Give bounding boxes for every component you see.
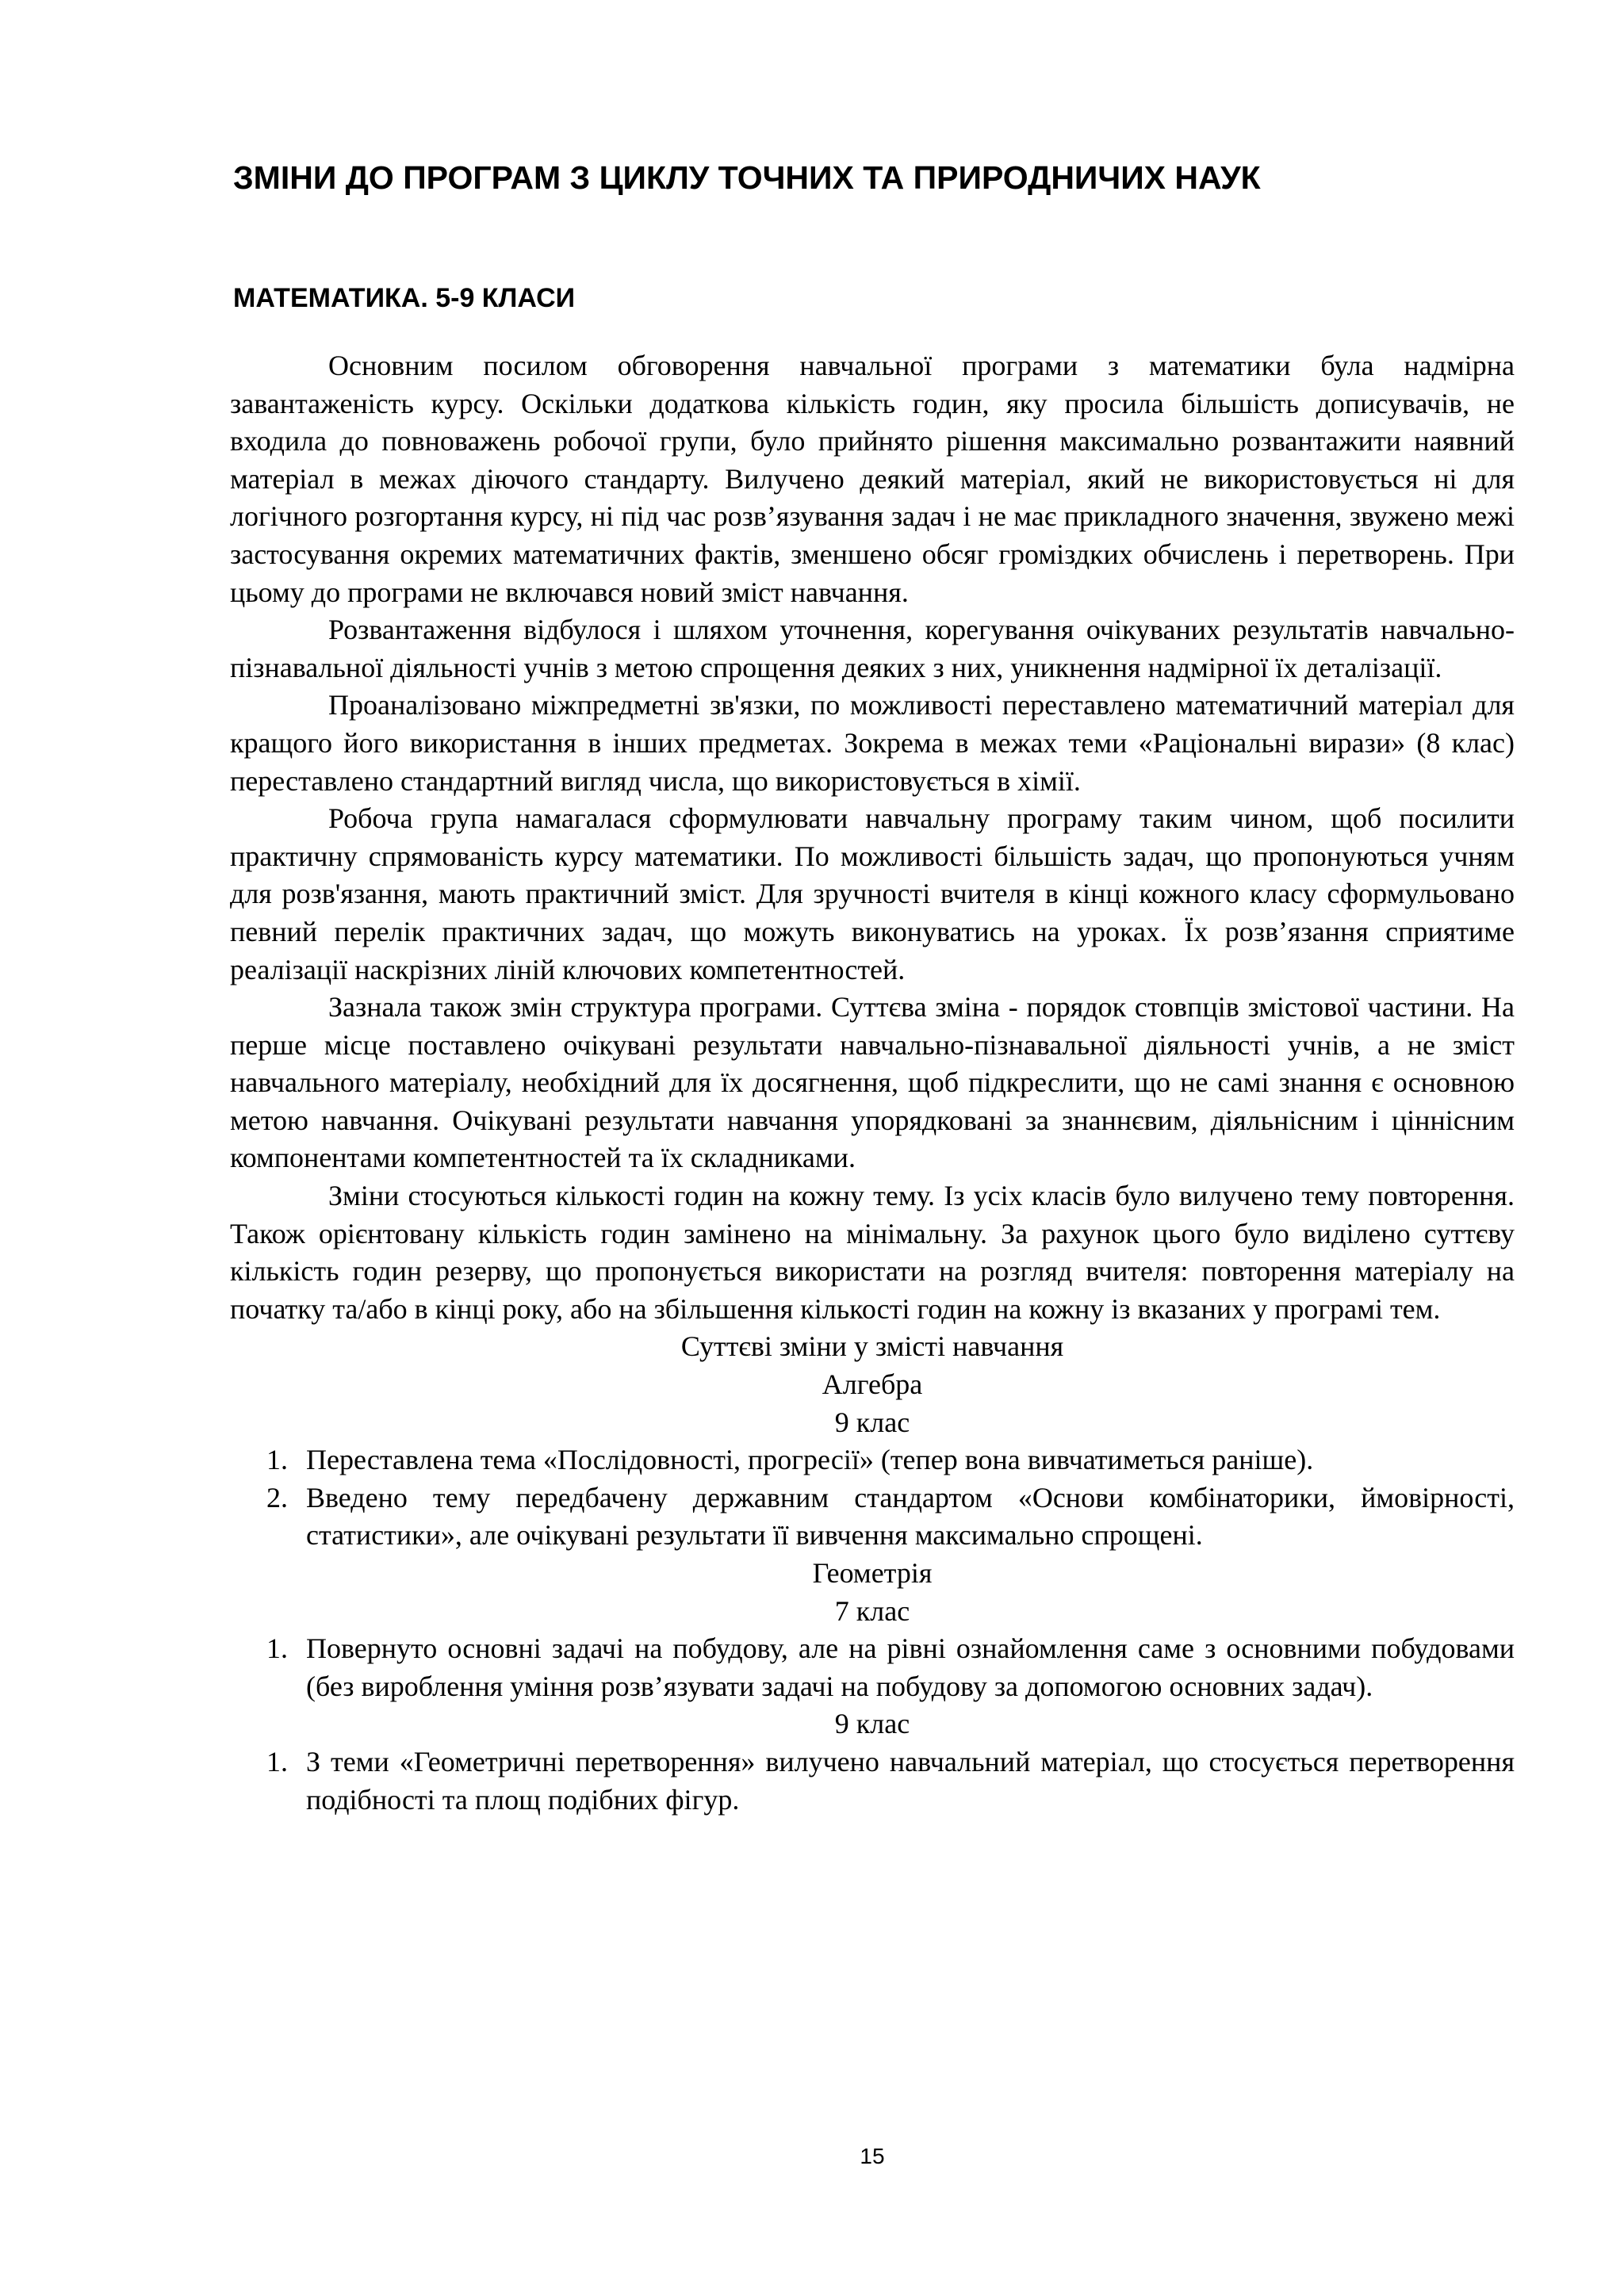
geometry-grade9-heading: 9 клас: [834, 1708, 910, 1740]
paragraph: Зміни стосуються кількості годин на кожну тему. Із усіх класів було вилучено тему повторення. Також орієнтовану кількість годин замінено на мінімальну. За рахунок цього було виділено суттєву кількість годин резерву, що пропонується використати на розгляд вчителя: повторення матеріалу на початку та/або в кінці року, або на збільшення кількості годин на кожну із вказаних у програмі тем.: [230, 1180, 1515, 1325]
document-page: [230, 0, 1515, 2296]
geometry-grade7-heading: 7 клас: [834, 1594, 910, 1627]
geometry-grade9-change-list: [230, 1743, 1515, 1819]
list-item-text: Повернуто основні задачі на побудову, але на рівні ознайомлення саме з основними побудовами (без вироблення уміння розв’язувати задачі на побудову за допомогою основних задач).: [306, 1632, 1515, 1702]
algebra-change-list: [230, 1441, 1515, 1555]
geometry-grade7-change-list: [230, 1630, 1515, 1705]
list-item: [266, 1630, 1515, 1705]
list-item-number: 1.: [266, 1745, 288, 1777]
paragraph: Розвантаження відбулося і шляхом уточнення, корегування очікуваних результатів навчально-пізнавальної діяльності учнів з метою спрощення деяких з них, уникнення надмірної їх деталізації.: [230, 614, 1515, 683]
document-title: ЗМІНИ ДО ПРОГРАМ З ЦИКЛУ ТОЧНИХ ТА ПРИРОДНИЧИХ НАУК: [233, 159, 1261, 196]
list-item-text: З теми «Геометричні перетворення» вилучено навчальний матеріал, що стосується перетворення подібності та площ подібних фігур.: [306, 1745, 1515, 1816]
algebra-heading: Алгебра: [822, 1368, 923, 1401]
paragraph: Робоча група намагалася сформулювати навчальну програму таким чином, щоб посилити практичну спрямованість курсу математики. По можливості більшість задач, що пропонуються учням для розв'язання, мають практичний зміст. Для зручності вчителя в кінці кожного класу сформульовано певний перелік практичних задач, що можуть виконуватись на уроках. Їх розв’язання сприятиме реалізації наскрізних ліній ключових компетентностей.: [230, 802, 1515, 985]
document-body: [230, 347, 1515, 1819]
list-item-number: 1.: [266, 1444, 288, 1476]
list-item-number: 1.: [266, 1632, 288, 1665]
list-item: [266, 1441, 1515, 1479]
list-item-number: 2.: [266, 1481, 288, 1513]
geometry-heading: Геометрія: [812, 1557, 933, 1589]
paragraph: Основним посилом обговорення навчальної програми з математики була надмірна завантаженість курсу. Оскільки додаткова кількість годин, яку просила більшість дописувачів, не входила до повноважень робочої групи, було прийнято рішення максимально розвантажити наявний матеріал в межах діючого стандарту. Вилучено деякий матеріал, який не використовується ні для логічного розгортання курсу, ні під час розв’язування задач і не має прикладного значення, звужено межі застосування окремих математичних фактів, зменшено обсяг громіздких обчислень і перетворень. При цьому до програми не включався новий зміст навчання.: [230, 350, 1515, 608]
page-number: 15: [860, 2144, 885, 2168]
list-item-text: Введено тему передбачену державним стандартом «Основи комбінаторики, ймовірності, статистики», але очікувані результати її вивчення максимально спрощені.: [306, 1481, 1515, 1552]
paragraph: Проаналізовано міжпредметні зв'язки, по можливості переставлено математичний матеріал для кращого його використання в інших предметах. Зокрема в межах теми «Раціональні вирази» (8 клас) переставлено стандартний вигляд числа, що використовується в хімії.: [230, 689, 1515, 797]
section-title: МАТЕМАТИКА. 5-9 КЛАСИ: [233, 283, 576, 313]
list-item-text: Переставлена тема «Послідовності, прогресії» (тепер вона вивчатиметься раніше).: [306, 1444, 1314, 1476]
paragraph: Зазнала також змін структура програми. Суттєва зміна - порядок стовпців змістової частини. На перше місце поставлено очікувані результати навчально-пізнавальної діяльності учнів, а не зміст навчального матеріалу, необхідний для їх досягнення, щоб підкреслити, що не самі знання є основною метою навчання. Очікувані результати навчання упорядковані за знаннєвим, діяльнісним і ціннісним компонентами компетентностей та їх складниками.: [230, 991, 1515, 1174]
list-item: [266, 1743, 1515, 1819]
list-item: [266, 1479, 1515, 1555]
algebra-grade-heading: 9 клас: [834, 1406, 910, 1438]
changes-heading: Суттєві зміни у змісті навчання: [680, 1330, 1064, 1363]
